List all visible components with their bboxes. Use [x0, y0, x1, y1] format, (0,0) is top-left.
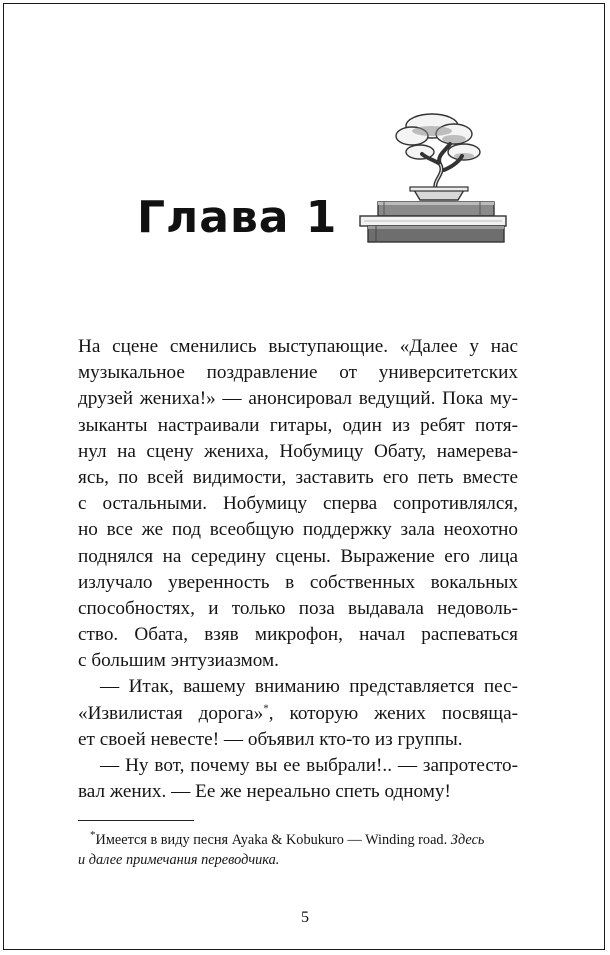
footnote [78, 830, 524, 870]
footnote-italic-text: Здесь [450, 832, 485, 848]
text-line: вал жених. — Ее же нереально спеть одному! [78, 781, 451, 803]
text-line: излучало уверенность в собственных вокальных [78, 571, 518, 593]
chapter-body-text [78, 334, 518, 805]
footnote-marker: * [263, 702, 269, 715]
text-line: — Итак, вашему вниманию представляется пес- [100, 676, 518, 698]
text-line: На сцене сменились выступающие. «Далее у нас [78, 336, 518, 357]
text-line: ет своей невесте! — объявил кто-то из группы. [78, 728, 463, 750]
chapter-title: Глава 1 [137, 192, 338, 243]
footnote-text: Имеется в виду песня Ayaka & Kobukuro — Winding road. [95, 832, 451, 848]
text-line: с остальными. Нобумицу сперва сопротивлялся, [78, 493, 518, 515]
text-line: музыкальное поздравление от университетских [78, 362, 518, 384]
text-line: но все же под всеобщую поддержку зала неохотно [78, 519, 518, 541]
footnote-italic-text: и далее примечания переводчика. [78, 852, 280, 868]
footnote-line [78, 850, 524, 870]
footnote-marker: * [90, 829, 96, 842]
text-line-with-footnote [78, 701, 518, 727]
bonsai-on-books-icon [354, 104, 514, 264]
text-fragment: , которую жених посвяща- [268, 702, 518, 724]
page-number: 5 [301, 909, 309, 926]
text-line: зыканты настраивали гитары, один из ребят потя- [78, 414, 518, 436]
text-line: друзей жениха!» — анонсировал ведущий. Пока му- [78, 388, 518, 410]
footnote-divider [78, 820, 194, 821]
text-line: способностях, и только поза выдавала недоволь- [78, 597, 518, 619]
text-line: ство. Обата, взяв микрофон, начал распеваться [78, 624, 518, 646]
song-title: «Извилистая дорога» [78, 702, 264, 724]
text-line: с большим энтузиазмом. [78, 650, 279, 672]
text-line: ясь, по всей видимости, заставить его петь вместе [78, 466, 518, 488]
text-line: — Ну вот, почему вы ее выбрали!.. — запротесто- [100, 755, 518, 776]
text-line: поднялся на середину сцены. Выражение его лица [78, 545, 518, 567]
book-page [3, 3, 605, 950]
text-line: нул на сцену жениха, Нобумицу Обату, намерева- [78, 440, 518, 462]
footnote-line [78, 830, 524, 850]
